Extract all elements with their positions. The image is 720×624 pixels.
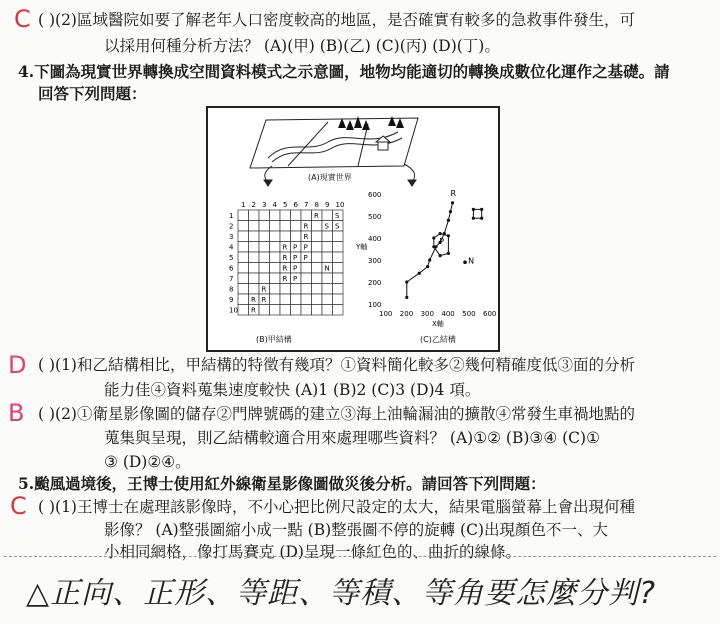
grid-cell: [301, 294, 312, 305]
grid-cell: [238, 252, 249, 263]
grid-cell: [322, 294, 333, 305]
x-axis-label: X軸: [432, 320, 444, 328]
grid-cell: [322, 273, 333, 284]
y-tick-label: 100: [368, 301, 382, 309]
question-text: 能力佳④資料蒐集速度較快 (A)1 (B)2 (C)3 (D)4 項。: [104, 381, 481, 399]
grid-cell: [270, 263, 281, 274]
point-label-r: R: [450, 189, 457, 199]
x-tick-label: 600: [483, 310, 497, 318]
grid-cell-code: R: [251, 306, 256, 315]
grid-cell: [312, 252, 323, 263]
grid-cell: [333, 252, 344, 263]
grid-cell: [312, 231, 323, 242]
grid-cell: [249, 263, 260, 274]
grid-cell-code: P: [293, 264, 298, 273]
grid-cell: [280, 284, 291, 295]
answer-mark-q5-1: C: [10, 492, 27, 520]
grid-cell-code: R: [251, 296, 256, 304]
x-tick-label: 400: [441, 310, 455, 318]
grid-cell-code: R: [303, 233, 309, 241]
question-text: ( )(2)①衛星影像圖的儲存②門牌號碼的建立③海上油輪漏油的擴散④常發生車禍地點的: [38, 405, 635, 423]
grid-cell: [249, 252, 260, 263]
grid-col-label: 2: [251, 201, 256, 209]
grid-cell: [301, 273, 312, 284]
grid-cell: [280, 294, 291, 305]
grid-cell-code: S: [335, 212, 340, 220]
grid-cell: [333, 263, 344, 274]
grid-cell: [312, 273, 323, 284]
grid-cell: [249, 284, 260, 295]
question-text: 以採用何種分析方法？ (A)(甲) (B)(乙) (C)(丙) (D)(丁)。: [104, 37, 500, 55]
grid-cell: [238, 221, 249, 232]
vector-plot: [355, 189, 496, 328]
grid-cell: [291, 294, 302, 305]
grid-cell-code: N: [324, 264, 330, 273]
grid-cell: [249, 210, 260, 221]
point-label-p: P: [439, 237, 445, 247]
grid-row-label: 7: [229, 275, 234, 283]
polygon-vertex: [432, 245, 435, 248]
polygon-vertex: [472, 217, 475, 220]
grid-row-label: 1: [229, 212, 234, 220]
grid-row-label: 3: [229, 233, 234, 241]
grid-col-label: 7: [304, 201, 309, 209]
question-text: ( )(1)王博士在處理該影像時，不小心把比例尺設定的太大，結果電腦螢幕上會出現何種: [38, 498, 635, 516]
grid-col-label: 3: [262, 201, 267, 209]
grid-cell: [259, 221, 270, 232]
polygon-vertex: [438, 254, 441, 257]
grid-cell: [312, 242, 323, 253]
road-vertex: [405, 296, 408, 299]
grid-cell: [259, 273, 270, 284]
grid-cell: [322, 284, 333, 295]
diagram-svg: [208, 108, 498, 350]
polygon-s: [473, 209, 481, 218]
grid-cell: [238, 263, 249, 274]
grid-cell: [333, 284, 344, 295]
grid-cell-code: R: [282, 264, 288, 273]
grid-cell-code: P: [293, 243, 298, 252]
road-vertex: [405, 280, 408, 283]
grid-cell: [270, 273, 281, 284]
grid-cell-code: S: [335, 222, 340, 231]
grid-cell: [238, 305, 249, 316]
road-line: [407, 203, 453, 298]
grid-cell: [249, 273, 260, 284]
grid-cell: [280, 231, 291, 242]
grid-cell: [238, 231, 249, 242]
grid-cell: [291, 305, 302, 316]
raster-grid: [229, 201, 344, 315]
grid-col-label: 8: [314, 201, 319, 209]
grid-cell: [270, 252, 281, 263]
point-n: [463, 260, 467, 264]
polygon-vertex: [472, 208, 475, 211]
y-tick-label: 500: [368, 213, 382, 221]
polygon-vertex: [447, 234, 450, 237]
y-tick-label: 200: [368, 279, 382, 287]
grid-cell: [312, 221, 323, 232]
grid-row-label: 10: [229, 306, 238, 315]
grid-cell: [259, 305, 270, 316]
grid-cell: [301, 305, 312, 316]
road-vertex: [428, 258, 431, 261]
grid-cell: [270, 294, 281, 305]
polygon-vertex: [480, 208, 483, 211]
grid-cell: [333, 273, 344, 284]
grid-cell-code: R: [261, 285, 267, 294]
grid-cell: [238, 284, 249, 295]
grid-col-label: 4: [272, 201, 277, 209]
grid-cell: [238, 242, 249, 253]
grid-cell-code: R: [303, 222, 309, 231]
grid-col-label: 6: [293, 201, 298, 209]
grid-cell: [312, 305, 323, 316]
grid-cell: [249, 221, 260, 232]
grid-cell: [291, 221, 302, 232]
grid-cell: [301, 263, 312, 274]
handwritten-note: △正向、正形、等距、等積、等角要怎麼分判?: [26, 576, 656, 611]
y-tick-label: 400: [368, 235, 382, 243]
label-raster-structure: (B)甲結構: [256, 335, 292, 344]
grid-cell-code: R: [282, 243, 288, 252]
grid-cell: [291, 210, 302, 221]
grid-col-label: 10: [335, 201, 345, 209]
spatial-data-diagram: [206, 106, 500, 352]
road-vertex: [426, 265, 429, 268]
grid-cell: [259, 210, 270, 221]
grid-cell-code: R: [282, 254, 288, 262]
grid-cell: [259, 242, 270, 253]
polygon-vertex: [432, 236, 435, 239]
grid-cell: [291, 231, 302, 242]
grid-cell-code: R: [261, 296, 267, 304]
question-text: ③ (D)②④。: [104, 453, 191, 471]
grid-cell-code: P: [303, 254, 308, 262]
grid-col-label: 9: [325, 201, 330, 209]
question-text: ( )(1)和乙結構相比，甲結構的特徵有幾項？①資料簡化較多②幾何精確度低③面的分析: [38, 356, 635, 374]
question-text: 蒐集與呈現，則乙結構較適合用來處理哪些資料？ (A)①② (B)③④ (C)①: [104, 429, 600, 447]
answer-mark-q4-2b: B: [8, 399, 25, 427]
grid-cell-code: R: [282, 275, 288, 283]
road-vertex: [418, 272, 421, 275]
grid-cell: [270, 210, 281, 221]
grid-cell-code: R: [314, 212, 319, 220]
grid-cell: [291, 284, 302, 295]
grid-cell: [270, 221, 281, 232]
question-heading: 4.下圖為現實世界轉換成空間資料模式之示意圖，地物均能適切的轉換成數位化運作之基礎。請: [18, 62, 670, 81]
grid-cell: [312, 263, 323, 274]
label-real-world: (A)現實世界: [308, 173, 352, 182]
grid-cell: [270, 284, 281, 295]
road-vertex: [449, 210, 452, 213]
grid-col-label: 1: [241, 201, 246, 209]
grid-cell: [259, 231, 270, 242]
question-heading: 回答下列問題：: [38, 84, 147, 103]
grid-row-label: 8: [229, 285, 234, 294]
grid-cell: [280, 210, 291, 221]
grid-cell-code: P: [293, 275, 298, 283]
x-tick-label: 100: [379, 310, 393, 318]
answer-mark-q4-2: C: [14, 5, 31, 33]
point-label-n: N: [468, 256, 475, 266]
polygon-vertex: [447, 252, 450, 255]
grid-cell: [238, 294, 249, 305]
y-tick-label: 600: [368, 191, 382, 199]
grid-cell: [249, 242, 260, 253]
grid-cell: [333, 294, 344, 305]
grid-cell: [333, 242, 344, 253]
grid-row-label: 5: [229, 254, 234, 262]
grid-cell: [280, 305, 291, 316]
grid-cell-code: S: [324, 222, 329, 231]
grid-cell: [322, 231, 333, 242]
x-tick-label: 200: [399, 310, 414, 318]
grid-row-label: 4: [229, 243, 234, 252]
question-text: 影像？ (A)整張圖縮小成一點 (B)整張圖不停的旋轉 (C)出現顏色不一、大: [104, 521, 609, 539]
x-tick-label: 500: [462, 310, 476, 318]
polygon-vertex: [438, 232, 441, 235]
grid-row-label: 6: [229, 264, 234, 273]
y-axis-label: Y軸: [356, 243, 368, 251]
question-heading: 5.颱風過境後，王博士使用紅外線衛星影像圖做災後分析。請回答下列問題：: [18, 474, 546, 493]
grid-cell: [301, 284, 312, 295]
grid-cell: [270, 231, 281, 242]
y-tick-label: 300: [368, 257, 382, 265]
grid-cell: [312, 284, 323, 295]
grid-cell: [333, 231, 344, 242]
answer-mark-q4-1: D: [8, 351, 27, 379]
grid-cell: [322, 242, 333, 253]
grid-row-label: 9: [229, 296, 234, 304]
grid-cell: [312, 294, 323, 305]
grid-cell: [280, 221, 291, 232]
polygon-vertex: [480, 217, 483, 220]
question-text: ( )(2)區域醫院如要了解老年人口密度較高的地區，是否確實有較多的急救事件發生，可: [38, 11, 635, 29]
grid-cell-code: P: [293, 254, 298, 262]
question-text: 小相同網格，像打馬賽克 (D)呈現一條紅色的、曲折的線條。: [104, 543, 521, 561]
x-tick-label: 300: [420, 310, 434, 318]
label-vector-structure: (C)乙結構: [420, 335, 456, 344]
divider: [4, 556, 716, 557]
road-vertex: [447, 219, 450, 222]
grid-cell: [333, 305, 344, 316]
grid-cell: [322, 210, 333, 221]
grid-cell: [259, 263, 270, 274]
grid-cell: [322, 252, 333, 263]
grid-cell: [301, 210, 312, 221]
road-vertex: [451, 201, 454, 204]
grid-cell: [270, 305, 281, 316]
grid-cell-code: P: [303, 243, 308, 252]
grid-cell: [270, 242, 281, 253]
grid-cell: [259, 252, 270, 263]
grid-cell: [238, 273, 249, 284]
grid-row-label: 2: [229, 222, 234, 231]
grid-cell: [322, 305, 333, 316]
grid-cell: [238, 210, 249, 221]
grid-cell: [249, 231, 260, 242]
grid-col-label: 5: [283, 201, 288, 209]
